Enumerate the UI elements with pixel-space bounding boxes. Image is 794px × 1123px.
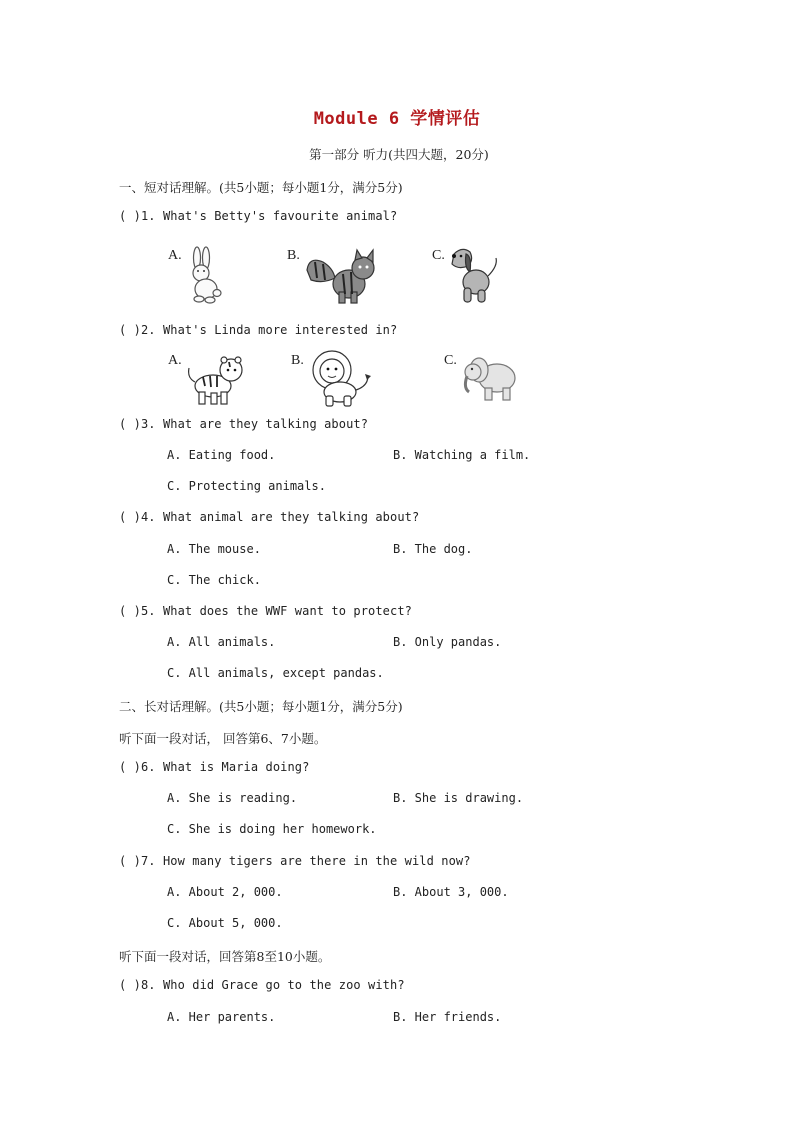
q7-option-b: B. About 3, 000. — [393, 885, 509, 899]
q1-option-a-label: A. — [168, 248, 182, 263]
q4-option-a: A. The mouse. — [167, 542, 261, 556]
q4-option-b: B. The dog. — [393, 542, 473, 556]
q1-option-b-label: B. — [287, 248, 300, 263]
q5-option-b: B. Only pandas. — [393, 635, 502, 649]
section2-heading: 二、长对话理解。(共5小题；每小题1分，满分5分) — [119, 699, 403, 714]
q5-option-c: C. All animals, except pandas. — [167, 666, 384, 680]
q6-option-a: A. She is reading. — [167, 791, 298, 805]
section-part-heading: 第一部分 听力(共四大题，20分) — [309, 147, 489, 162]
cat-image — [305, 248, 381, 304]
q3-option-b: B. Watching a film. — [393, 448, 531, 462]
elephant-image — [463, 350, 521, 406]
section2-intro-2: 听下面一段对话，回答第8至10小题。 — [119, 949, 331, 964]
section2-intro-1: 听下面一段对话， 回答第6、7小题。 — [119, 731, 327, 746]
q6-option-b: B. She is drawing. — [393, 791, 524, 805]
q2-option-b-label: B. — [291, 353, 304, 368]
q5-option-a: A. All animals. — [167, 635, 276, 649]
q4-option-c: C. The chick. — [167, 573, 261, 587]
question-2: ( )2. What's Linda more interested in? — [119, 323, 398, 337]
section1-heading: 一、短对话理解。(共5小题；每小题1分，满分5分) — [119, 180, 403, 195]
tiger-image — [185, 350, 247, 406]
lion-image — [310, 350, 374, 408]
question-5: ( )5. What does the WWF want to protect? — [119, 604, 412, 618]
page-title: Module 6 学情评估 — [313, 109, 481, 129]
rabbit-image — [184, 246, 226, 306]
question-7: ( )7. How many tigers are there in the wild now? — [119, 854, 471, 868]
q6-option-c: C. She is doing her homework. — [167, 822, 377, 836]
q8-option-a: A. Her parents. — [167, 1010, 276, 1024]
q8-option-b: B. Her friends. — [393, 1010, 502, 1024]
dog-image — [446, 246, 500, 304]
q3-option-c: C. Protecting animals. — [167, 479, 326, 493]
q2-option-c-label: C. — [444, 353, 457, 368]
q7-option-c: C. About 5, 000. — [167, 916, 283, 930]
q1-option-c-label: C. — [432, 248, 445, 263]
question-3: ( )3. What are they talking about? — [119, 417, 369, 431]
q2-option-a-label: A. — [168, 353, 182, 368]
q3-option-a: A. Eating food. — [167, 448, 276, 462]
question-4: ( )4. What animal are they talking about? — [119, 510, 420, 524]
question-8: ( )8. Who did Grace go to the zoo with? — [119, 978, 405, 992]
q7-option-a: A. About 2, 000. — [167, 885, 283, 899]
question-6: ( )6. What is Maria doing? — [119, 760, 310, 774]
question-1: ( )1. What's Betty's favourite animal? — [119, 209, 398, 223]
